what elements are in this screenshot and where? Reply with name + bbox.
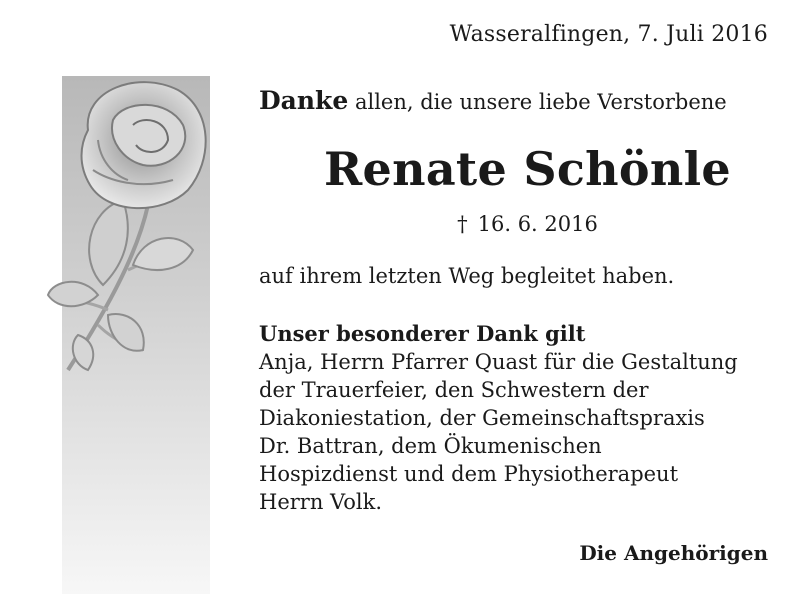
death-date: 16. 6. 2016 [477, 212, 598, 236]
death-date-line [0, 212, 800, 236]
special-thanks-heading: Unser besonderer Dank gilt [259, 321, 586, 346]
thanks-line [259, 86, 727, 115]
special-thanks-line: Anja, Herrn Pfarrer Quast für die Gestaltung [259, 350, 738, 374]
place-date: Wasseralfingen, 7. Juli 2016 [449, 22, 768, 47]
thanks-word: Danke [259, 86, 349, 115]
special-thanks-block [259, 320, 738, 516]
thanks-rest: allen, die unsere liebe Verstorbene [354, 90, 727, 114]
special-thanks-line: Diakoniestation, der Gemeinschaftspraxis [259, 406, 705, 430]
special-thanks-line: Herrn Volk. [259, 490, 383, 514]
cross-icon: † [457, 212, 468, 236]
special-thanks-line: Dr. Battran, dem Ökumenischen [259, 434, 602, 458]
accompany-text: auf ihrem letzten Weg begleitet haben. [259, 264, 675, 288]
special-thanks-line: Hospizdienst und dem Physiotherapeut [259, 462, 679, 486]
special-thanks-line: der Trauerfeier, den Schwestern der [259, 378, 649, 402]
deceased-name: Renate Schönle [323, 142, 731, 196]
signature: Die Angehörigen [579, 541, 768, 565]
